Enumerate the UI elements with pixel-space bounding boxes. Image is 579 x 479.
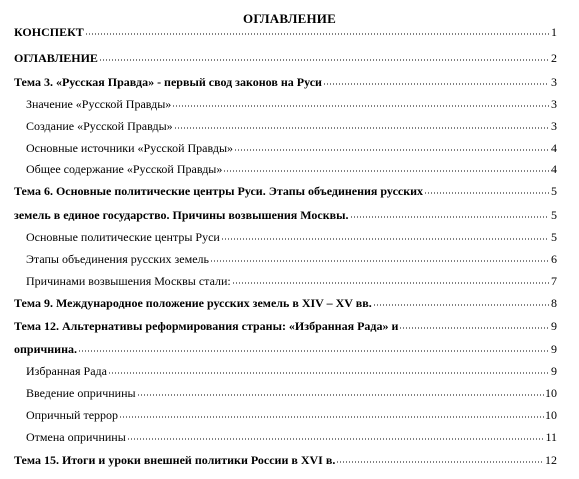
toc-page-number: 6	[551, 252, 557, 266]
toc-entry-text: КОНСПЕКТ	[14, 25, 84, 39]
toc-entry-text: земель в единое государство. Причины возвышения Москвы.	[14, 208, 349, 222]
toc-entry-tema-3[interactable]	[14, 74, 557, 90]
dot-leader	[174, 126, 549, 130]
toc-entry-text: Основные политические центры Руси	[26, 230, 220, 244]
toc-entry-text: Основные источники «Русской Правды»	[26, 141, 234, 155]
toc-entry-text: Избранная Рада	[26, 364, 107, 378]
toc-page-number: 5	[551, 230, 557, 244]
toc-page-number: 11	[545, 430, 557, 444]
toc-entry-otmena-oprichniny[interactable]	[26, 429, 557, 445]
toc-page-number: 4	[551, 141, 557, 155]
toc-page-number: 7	[551, 274, 557, 288]
toc-page-number: 8	[551, 296, 557, 310]
toc-entry-etapy[interactable]	[26, 251, 557, 267]
toc-page-number: 9	[551, 342, 557, 356]
toc-entry-soderzhanie[interactable]	[26, 161, 557, 177]
toc-page-number: 3	[551, 97, 557, 111]
toc-entry-text: Создание «Русской Правды»	[26, 119, 173, 133]
dot-leader	[137, 393, 544, 397]
dot-leader	[373, 303, 549, 307]
dot-leader	[78, 349, 549, 353]
toc-entry-text: Отмена опричнины	[26, 430, 126, 444]
toc-entry-znachenie[interactable]	[26, 96, 557, 112]
dot-leader	[221, 237, 549, 241]
toc-entry-text: Этапы объединения русских земель	[26, 252, 209, 266]
page-title: ОГЛАВЛЕНИЕ	[243, 11, 336, 26]
toc-page-number: 1	[551, 25, 557, 39]
toc-entry-text: Тема 6. Основные политические центры Руси. Этапы объединения русских	[14, 184, 424, 198]
dot-leader	[232, 281, 549, 285]
dot-leader	[108, 371, 549, 375]
toc-page-number: 10	[545, 386, 557, 400]
dot-leader	[127, 437, 545, 441]
toc-entry-tema-9[interactable]	[14, 295, 557, 311]
dot-leader	[399, 326, 549, 330]
toc-entry-text: Введение опричнины	[26, 386, 136, 400]
toc-entry-tema-12[interactable]	[14, 318, 557, 334]
dot-leader	[85, 32, 549, 36]
toc-entry-text: Значение «Русской Правды»	[26, 97, 172, 111]
toc-entry-text: ОГЛАВЛЕНИЕ	[14, 51, 98, 65]
toc-page-number: 4	[551, 162, 557, 176]
toc-entry-tema-6-cont[interactable]	[14, 207, 557, 223]
dot-leader	[172, 104, 549, 108]
dot-leader	[210, 259, 549, 263]
dot-leader	[223, 169, 549, 173]
dot-leader	[336, 460, 544, 464]
toc-entry-prichiny[interactable]	[26, 273, 557, 289]
toc-entry-text: Тема 9. Международное положение русских земель в XIV – XV вв.	[14, 296, 372, 310]
toc-entry-sozdanie[interactable]	[26, 118, 557, 134]
toc-entry-tema-15[interactable]	[14, 452, 557, 468]
toc-page-number: 9	[551, 319, 557, 333]
toc-entry-text: Тема 3. «Русская Правда» - первый свод законов на Руси	[14, 75, 322, 89]
toc-page-number: 5	[551, 184, 557, 198]
toc-page-number: 9	[551, 364, 557, 378]
dot-leader	[234, 148, 549, 152]
toc-entry-text: Общее содержание «Русской Правды»	[26, 162, 223, 176]
toc-page-number: 2	[551, 51, 557, 65]
toc-entry-text: Причинами возвышения Москвы стали:	[26, 274, 231, 288]
toc-entry-tema-12-cont[interactable]	[14, 341, 557, 357]
toc-entry-text: опричнина.	[14, 342, 78, 356]
toc-page-number: 12	[545, 453, 557, 467]
toc-entry-tema-6[interactable]	[14, 183, 557, 199]
toc-entry-izbrannaya-rada[interactable]	[26, 363, 557, 379]
dot-leader	[424, 191, 549, 195]
toc-page-number: 3	[551, 75, 557, 89]
toc-page-number: 5	[551, 208, 557, 222]
dot-leader	[323, 82, 549, 86]
toc-entry-text: Опричный террор	[26, 408, 119, 422]
dot-leader	[350, 215, 549, 219]
toc-entry-istochniki[interactable]	[26, 140, 557, 156]
toc-entry-oprichnyy-terror[interactable]	[26, 407, 557, 423]
toc-entry-konspekt[interactable]	[14, 24, 557, 40]
toc-entry-oglavlenie[interactable]	[14, 50, 557, 66]
toc-entry-text: Тема 12. Альтернативы реформирования страны: «Избранная Рада» и	[14, 319, 399, 333]
toc-entry-vvedenie-oprichniny[interactable]	[26, 385, 557, 401]
dot-leader	[99, 58, 549, 62]
toc-page-number: 10	[545, 408, 557, 422]
dot-leader	[119, 415, 544, 419]
toc-entry-centry[interactable]	[26, 229, 557, 245]
toc-page-number: 3	[551, 119, 557, 133]
toc-entry-text: Тема 15. Итоги и уроки внешней политики России в XVI в.	[14, 453, 336, 467]
